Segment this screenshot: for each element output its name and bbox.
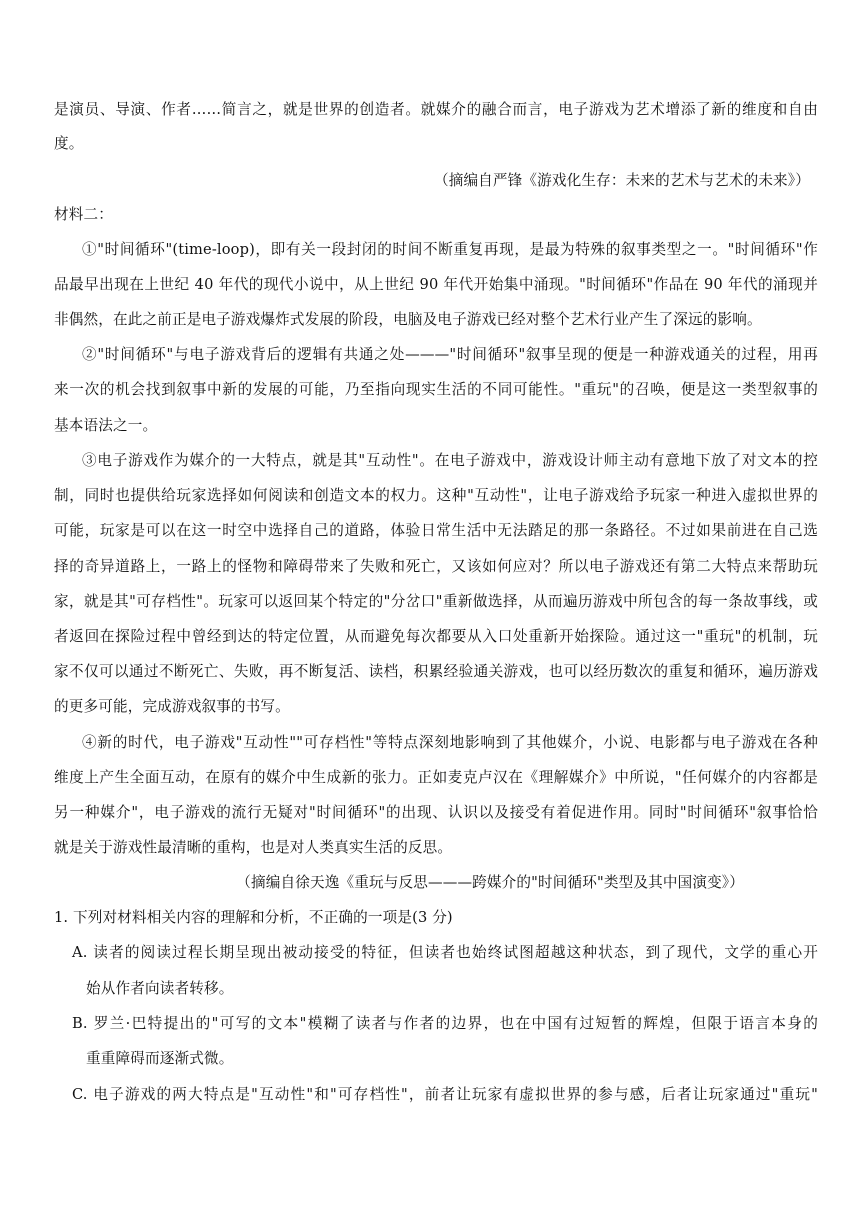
- option-c: C. 电子游戏的两大特点是"互动性"和"可存档性"，前者让玩家有虚拟世界的参与感，后者让玩家通过"重玩": [72, 1086, 818, 1103]
- source-citation: （摘编自徐天逸《重玩与反思———跨媒介的"时间循环"类型及其中国演变》）: [236, 874, 744, 891]
- paragraph-line: ①"时间循环"(time-loop)，即有关一段封闭的时间不断重复再现，是最为特殊的叙事类型之一。"时间循环"作: [82, 241, 818, 258]
- paragraph-line: 可能，玩家是可以在这一时空中选择自己的道路，体验日常生活中无法踏足的那一条路径。不过如果前进在自己选: [54, 522, 818, 539]
- option-b: B. 罗兰·巴特提出的"可写的文本"模糊了读者与作者的边界，也在中国有过短暂的辉煌，但限于语言本身的: [72, 1015, 818, 1032]
- option-b-continuation: 重重障碍而逐渐式微。: [86, 1050, 234, 1067]
- question-stem: 1. 下列对材料相关内容的理解和分析，不正确的一项是(3 分): [54, 909, 453, 926]
- paragraph-line: 择的奇异道路上，一路上的怪物和障碍带来了失败和死亡，又该如何应对？所以电子游戏还有第二大特点来帮助玩: [54, 558, 818, 575]
- option-a-continuation: 始从作者向读者转移。: [86, 980, 234, 997]
- intro-line: 是演员、导演、作者……简言之，就是世界的创造者。就媒介的融合而言，电子游戏为艺术增添了新的维度和自由: [54, 101, 818, 118]
- intro-line: 度。: [54, 135, 84, 152]
- paragraph-line: 者返回在探险过程中曾经到达的特定位置，从而避免每次都要从入口处重新开始探险。通过这一"重玩"的机制，玩: [54, 628, 818, 645]
- paragraph-line: 就是关于游戏性最清晰的重构，也是对人类真实生活的反思。: [54, 839, 453, 856]
- option-a: A. 读者的阅读过程长期呈现出被动接受的特征，但读者也始终试图超越这种状态，到了现代，文学的重心开: [72, 944, 818, 961]
- paragraph-line: 的更多可能，完成游戏叙事的书写。: [54, 698, 290, 715]
- section-heading: 材料二：: [54, 206, 113, 223]
- paragraph-line: 品最早出现在上世纪 40 年代的现代小说中，从上世纪 90 年代开始集中涌现。"时间循环"作品在 90 年代的涌现并: [54, 276, 818, 293]
- paragraph-line: 基本语法之一。: [54, 417, 158, 434]
- paragraph-line: 来一次的机会找到叙事中新的发展的可能，乃至指向现实生活的不同可能性。"重玩"的召唤，便是这一类型叙事的: [54, 381, 818, 398]
- paragraph-line: ②"时间循环"与电子游戏背后的逻辑有共通之处———"时间循环"叙事呈现的便是一种游戏通关的过程，用再: [82, 346, 818, 363]
- paragraph-line: 维度上产生全面互动，在原有的媒介中生成新的张力。正如麦克卢汉在《理解媒介》中所说，"任何媒介的内容都是: [54, 769, 818, 786]
- source-citation: （摘编自严锋《游戏化生存：未来的艺术与艺术的未来》）: [433, 172, 810, 189]
- paragraph-line: 家，就是其"可存档性"。玩家可以返回某个特定的"分岔口"重新做选择，从而遍历游戏中所包含的每一条故事线，或: [54, 593, 818, 610]
- paragraph-line: ③电子游戏作为媒介的一大特点，就是其"互动性"。在电子游戏中，游戏设计师主动有意地下放了对文本的控: [82, 452, 818, 469]
- paragraph-line: 非偶然，在此之前正是电子游戏爆炸式发展的阶段，电脑及电子游戏已经对整个艺术行业产生了深远的影响。: [54, 311, 762, 328]
- paragraph-line: 制，同时也提供给玩家选择如何阅读和创造文本的权力。这种"互动性"，让电子游戏给予玩家一种进入虚拟世界的: [54, 487, 818, 504]
- paragraph-line: ④新的时代，电子游戏"互动性""可存档性"等特点深刻地影响到了其他媒介，小说、电影都与电子游戏在各种: [82, 734, 818, 751]
- paragraph-line: 另一种媒介"，电子游戏的流行无疑对"时间循环"的出现、认识以及接受有着促进作用。同时"时间循环"叙事恰恰: [54, 804, 818, 821]
- paragraph-line: 家不仅可以通过不断死亡、失败，再不断复活、读档，积累经验通关游戏，也可以经历数次的重复和循环，遍历游戏: [54, 663, 818, 680]
